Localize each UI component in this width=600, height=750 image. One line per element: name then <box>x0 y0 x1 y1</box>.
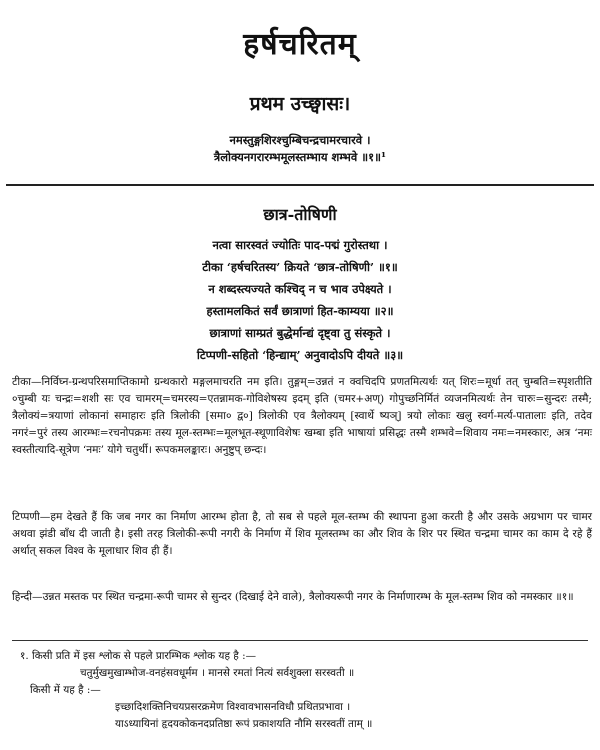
verse-line: हस्तामलकितं सर्वं छात्राणां हित-काम्यया ॥२॥ <box>206 304 394 318</box>
footnote-subnote: किसी में यह है :— <box>30 684 101 696</box>
verse-line: टिप्पणी-सहितो ‘हिन्द्याम्’ अनुवादोऽपि दीयते ॥३॥ <box>196 348 404 362</box>
footnote-verse: याऽध्यायिनां हृदयकोकनदप्रतिष्ठा रूपं प्रकाशयति नौमि सरस्वतीं ताम् ॥ <box>115 718 373 730</box>
page-title: हर्षचरितम् <box>243 27 357 62</box>
commentary-intro-verses <box>0 234 600 366</box>
verse-line: त्रैलोक्यनगरारम्भमूलस्तम्भाय शम्भवे ॥१॥¹ <box>213 150 387 164</box>
footnote <box>20 648 590 733</box>
footnote-verse: इच्छादिशक्तिनिचयप्रसरक्रमेण विश्वावभासनविधौ प्रथितप्रभावा । <box>115 701 351 713</box>
section-divider <box>6 184 594 186</box>
chapter-title: प्रथम उच्छ्वासः। <box>249 93 351 115</box>
commentary-title: छात्र-तोषिणी <box>263 205 337 224</box>
verse-line: नत्वा सारस्वतं ज्योतिः पाद-पद्मं गुरोस्तथा । <box>212 238 388 252</box>
tippani-paragraph: टिप्पणी—हम देखते हैं कि जब नगर का निर्माण आरम्भ होता है, तो सब से पहले मूल-स्तम्भ की स्थापना हुआ करती है और उसके अग्रभाग पर चामर अथवा झंडी बाँध दी जाती है। इसी तरह त्रिलोकी-रूपी नगरी के निर्माण में शिव मूलस्तम्भ का और शिव के शिर पर स्थित चन्द्रमा चामर का काम दे रहे हैं अर्थात् सकल विश्व के मूलाधार शिव ही हैं। <box>12 511 592 557</box>
footnote-verse: चतुर्मुखमुखाम्भोज-वनहंसवधूर्मम । मानसे रमतां नित्यं सर्वशुक्ला सरस्वती ॥ <box>80 667 355 679</box>
verse-line: छात्राणां साम्प्रतं बुद्धेर्मान्द्यं दृष्ट्वा तु संस्कृते । <box>209 326 391 340</box>
opening-verse <box>0 132 600 166</box>
footnote-intro: १. किसी प्रति में इस श्लोक से पहले प्रारम्भिक श्लोक यह है :— <box>20 650 256 662</box>
verse-line: टीका ‘हर्षचरितस्य’ क्रियते ‘छात्र-तोषिणी’ ॥१॥ <box>202 260 398 274</box>
verse-line: न शब्दस्त्यज्यते कश्चिद् न च भाव उपेक्ष्यते । <box>208 282 392 296</box>
tika-paragraph: टीका—निर्विघ्न-ग्रन्थपरिसमाप्तिकामो ग्रन्थकारो मङ्गलमाचरति नम इति। तुङ्गम्=उन्नतं न क्वचिदपि प्रणतमित्यर्थः यत् शिरः=मूर्धा तत् चुम्बति=स्पृशतीति ०चुम्बी यः चन्द्रः=शशी सः एव चामरम्=चमरस्य=एतन्नामक-गोविशेषस्य इदम् इति (चमर+अण्) गोपुच्छनिर्मितं व्यजनमित्यर्थः तेन चारुः=सुन्दरः तस्मै; त्रैलोक्यं=त्रयाणां लोकानां समाहारः इति त्रिलोकी [समा० द्व०] त्रिलोकी एव त्रैलोक्यम् [स्वार्थे ष्यञ्] त्रयो लोकाः खलु स्वर्ग-मर्त्य-पातालाः इति, तदेव नगरं=पुरं तस्य आरम्भः=रचनोपक्रमः तस्य मूल-स्तम्भः=मूलभूत-स्थूणाविशेषः खम्बा इति भाषायां प्रसिद्धः तस्मै शम्भवे=शिवाय नमः=नमस्कारः, अत्र ‘नमः स्वस्तीत्यादि-सूत्रेण ‘नमः’ योगे चतुर्थी। रूपकमलङ्कारः। अनुष्टुप् छन्दः। <box>12 376 592 456</box>
footnote-divider <box>12 640 588 641</box>
verse-line: नमस्तुङ्गशिरश्चुम्बिचन्द्रचामरचारवे । <box>229 133 371 147</box>
hindi-translation: हिन्दी—उन्नत मस्तक पर स्थित चन्द्रमा-रूपी चामर से सुन्दर (दिखाई देने वाले), त्रैलोक्यरूपी नगर के निर्माणारम्भ के मूल-स्तम्भ शिव को नमस्कार ॥१॥ <box>12 591 574 603</box>
